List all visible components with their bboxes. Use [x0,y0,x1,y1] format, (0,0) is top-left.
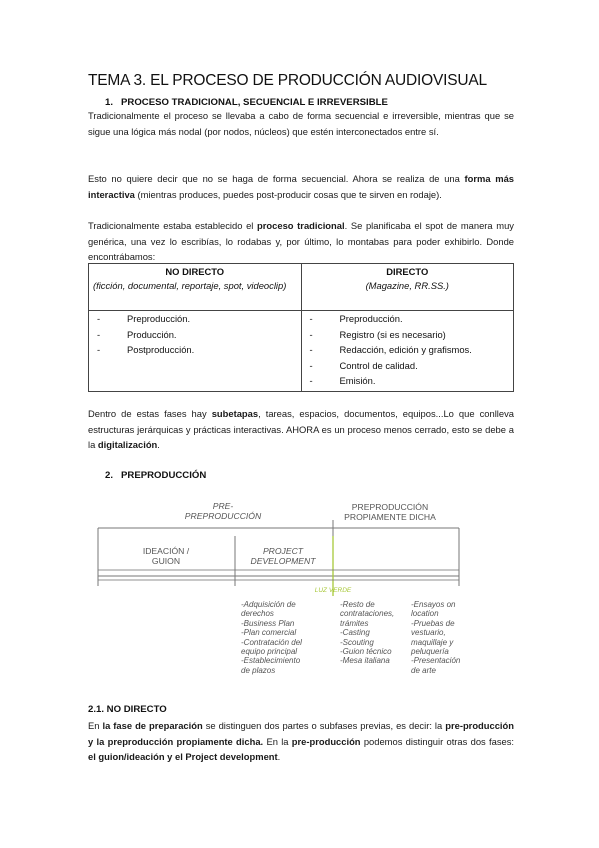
section-2-1-heading: 2.1. NO DIRECTO [88,704,167,715]
paragraph-4: Dentro de estas fases hay subetapas, tareas, espacios, documentos, equipos...Lo que conlleva estructuras jerárquicas y prácticas interactivas. AHORA es un proceso menos cerrado, esto se debe a la digitalización. [88,408,514,450]
paragraph-2: Esto no quiere decir que no se haga de forma secuencial. Ahora se realiza de una forma más interactiva (mientras produces, puedes post-producir cosas que te sirven en rodaje). [88,173,514,200]
diagram-column-3: -Ensayos on location -Pruebas de vestuario, maquillaje y peluquería -Presentación de arte [411,600,461,675]
bold-pre-produccion: pre-producción [291,735,361,747]
label-ideacion-guion: IDEACIÓN / GUION [142,546,190,566]
paragraph-3: Tradicionalmente estaba establecido el proceso tradicional. Se planificaba el spot de manera muy genérica, una vez lo escribías, lo rodabas y, por último, lo montabas para poder exhibirlo. Donde encontrábamos: [88,220,514,262]
bold-proceso-tradicional: proceso tradicional [257,220,345,231]
table-cell-no-directo-items [89,311,302,392]
table-cell-directo-items [301,311,514,392]
list-item: - Registro (si es necesario) [306,327,510,343]
paragraph-1: Tradicionalmente el proceso se llevaba a cabo de forma secuencial e irreversible, mientras que se sigue una lógica más nodal (por nodos, núcleos) que estén interconectados entre sí. [88,110,514,137]
bold-guion-project: el guion/ideación y el Project development [88,751,278,762]
diagram-column-1: -Adquisición de derechos -Business Plan -Plan comercial -Contratación del equipo principal -Establecimiento de plazos [241,600,302,675]
table-header-directo: DIRECTO (Magazine, RR.SS.) [301,264,514,311]
bold-subetapas: subetapas [211,408,259,419]
list-item: - Control de calidad. [306,358,510,374]
bold-preproduccion-dicha: pre-producción y la preproducción propiamente dicha. [88,720,514,747]
page-title: TEMA 3. EL PROCESO DE PRODUCCIÓN AUDIOVISUAL [88,72,487,89]
timeline-bar [98,570,459,580]
list-item: - Postproducción. [93,342,297,358]
section-1-heading: 1. PROCESO TRADICIONAL, SECUENCIAL E IRREVERSIBLE [105,97,388,108]
bold-forma-interactiva: forma más interactiva [88,173,514,200]
label-pre-preproduccion: PRE- PREPRODUCCIÓN [184,501,262,521]
preproduction-timeline-diagram [95,496,467,696]
list-item: - Preproducción. [93,311,297,327]
table-header-no-directo: NO DIRECTO (ficción, documental, reportaje, spot, videoclip) [89,264,302,311]
list-item: - Preproducción. [306,311,510,327]
section-2-heading: 2. PREPRODUCCIÓN [105,470,207,481]
diagram-column-2: -Resto de contrataciones, trámites -Casting -Scouting -Guion técnico -Mesa italiana [340,600,395,666]
label-luz-verde: LUZ VERDE [314,587,352,594]
list-item: - Redacción, edición y grafismos. [306,342,510,358]
paragraph-5: En la fase de preparación se distinguen dos partes o subfases previas, es decir: la pre-producción y la preproducción propiamente dicha. En la pre-producción podemos distinguir otras dos fases: el guion/ideación y el Project development. [88,720,515,762]
list-item: - Producción. [93,327,297,343]
label-project-development: PROJECT DEVELOPMENT [250,546,316,566]
label-preproduccion-propiamente: PREPRODUCCIÓN PROPIAMENTE DICHA [344,502,436,522]
phases-table [88,263,514,392]
bold-fase-preparacion: la fase de preparación [102,720,203,731]
bold-digitalizacion: digitalización [97,439,158,450]
list-item: - Emisión. [306,373,510,389]
